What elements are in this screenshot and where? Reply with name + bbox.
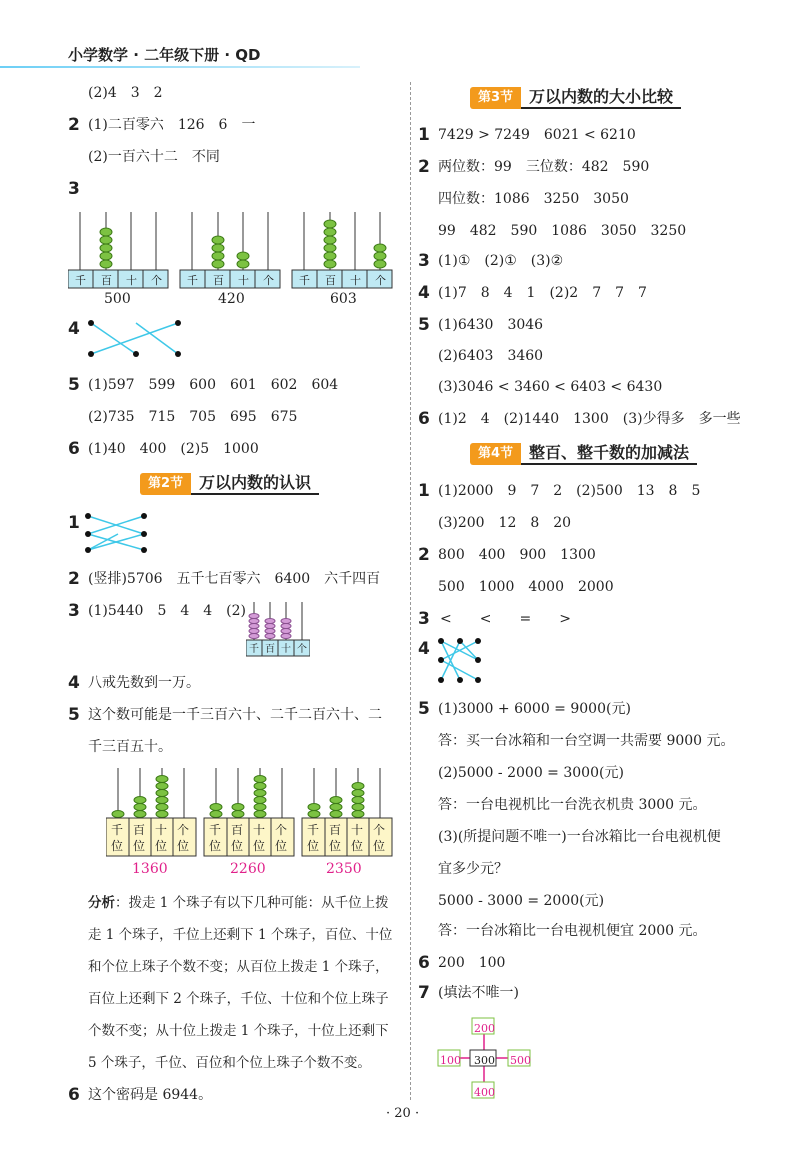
place-label: 千 位 [209, 823, 222, 853]
section-title: 万以内数的大小比较 [521, 87, 681, 109]
answer-line: (2)735 715 705 695 675 [88, 409, 298, 425]
place-label: 百 位 [133, 823, 146, 853]
abacus-label-hundred: 百 [265, 644, 275, 655]
page-number: · 20 · [386, 1106, 420, 1121]
answer-line: (3)200 12 8 20 [438, 515, 572, 531]
matching-lines-diagram [436, 636, 486, 686]
answer-line: (1)二百零六 126 6 一 [88, 117, 256, 133]
answer-line: 两位数：99 三位数：482 590 [438, 159, 650, 175]
answer-line: 200 100 [438, 955, 506, 971]
question-number: 4 [68, 673, 80, 693]
section-badge: 第4节 [470, 443, 521, 465]
section-badge: 第3节 [470, 87, 521, 109]
abacus-label-thousand: 千 [299, 274, 310, 287]
place-label: 百 位 [329, 823, 342, 853]
question-number: 5 [418, 699, 430, 719]
analysis-text: ：拨走 1 个珠子有以下几种可能：从千位上拨 [115, 895, 389, 911]
section-title: 整百、整千数的加减法 [521, 443, 697, 465]
abacus-label-one: 个 [375, 274, 386, 287]
place-label: 个 位 [373, 823, 386, 853]
abacus-label-ten: 十 [281, 644, 291, 655]
analysis-line: 走 1 个珠子，千位上还剩下 1 个珠子，百位、十位 [88, 927, 393, 943]
question-number: 2 [68, 569, 80, 589]
answer-line: (1)5440 5 4 4 (2) [88, 603, 247, 619]
place-label: 个 位 [275, 823, 288, 853]
answer-line: (1)7 8 4 1 (2)2 7 7 7 [438, 285, 647, 301]
abacus-value: 500 [104, 291, 131, 307]
matching-lines-diagram [84, 512, 154, 556]
matching-lines-diagram [86, 318, 186, 360]
section-heading [470, 442, 697, 466]
analysis-line: 百位上还剩下 2 个珠子，千位、十位和个位上珠子 [88, 991, 389, 1007]
answer-line: 这个数可能是一千三百六十、二千二百六十、二 [88, 707, 382, 723]
abacus-label-one: 个 [297, 644, 307, 655]
question-number: 2 [418, 545, 430, 565]
question-number: 2 [68, 115, 80, 135]
question-number: 5 [68, 705, 80, 725]
abacus-label-hundred: 百 [325, 274, 336, 287]
place-label: 个 位 [177, 823, 190, 853]
answer-line: 800 400 900 1300 [438, 547, 596, 563]
answer-line: (1)40 400 (2)5 1000 [88, 441, 259, 457]
answer-line: 千三百五十。 [88, 739, 172, 755]
header-underline [0, 66, 360, 68]
answer-line: 答：一台冰箱比一台电视机便宜 2000 元。 [438, 923, 707, 939]
question-number: 1 [418, 481, 430, 501]
abacus-value: 2260 [230, 861, 266, 877]
section-heading [140, 472, 319, 496]
abacus-label-one: 个 [151, 274, 162, 287]
place-label: 千 位 [111, 823, 124, 853]
question-number: 3 [68, 179, 80, 199]
question-number: 5 [418, 315, 430, 335]
answer-line: 八戒先数到一万。 [88, 675, 200, 691]
question-number: 4 [68, 319, 80, 339]
section-heading [470, 86, 681, 110]
abacus-diagram-q3 [68, 208, 398, 303]
abacus-label-ten: 十 [350, 274, 361, 287]
place-label: 十 位 [351, 823, 364, 853]
analysis-line: 5 个珠子，千位、百位和个位上珠子个数不变。 [88, 1055, 371, 1071]
answer-line: 500 1000 4000 2000 [438, 579, 614, 595]
answer-line: 答：一台电视机比一台洗衣机贵 3000 元。 [438, 797, 707, 813]
answer-line: (3)(所提问题不唯一)一台冰箱比一台电视机便 [438, 829, 721, 845]
page-header-title: 小学数学 · 二年级下册 · QD [68, 46, 261, 64]
answer-line: (2)6403 3460 [438, 348, 544, 364]
cross-bottom: 400 [474, 1086, 495, 1099]
answer-line: (2)5000 - 2000 = 3000(元) [438, 765, 624, 781]
abacus-label-thousand: 千 [75, 274, 99, 287]
question-number: 1 [68, 513, 80, 533]
place-label: 千 位 [307, 823, 320, 853]
cross-left: 100 [440, 1054, 461, 1067]
answer-line: (1)597 599 600 601 602 604 [88, 377, 339, 393]
question-number: 3 [68, 601, 80, 621]
answer-line: 这个密码是 6944。 [88, 1087, 213, 1103]
answer-line: (1)① (2)① (3)② [438, 253, 564, 269]
analysis-line: 个数不变；从十位上拨走 1 个珠子，十位上还剩下 [88, 1023, 389, 1039]
answer-line: (竖排)5706 五千七百零六 6400 六千四百 [88, 571, 381, 587]
question-number: 2 [418, 157, 430, 177]
abacus-label-one: 个 [263, 274, 274, 287]
answer-line: (3)3046 < 3460 < 6403 < 6430 [438, 379, 663, 395]
place-label: 十 位 [155, 823, 168, 853]
answer-line: (2)一百六十二 不同 [88, 149, 220, 165]
question-number: 7 [418, 983, 430, 1003]
question-number: 4 [418, 283, 430, 303]
abacus-label-thousand: 千 [187, 274, 198, 287]
answer-line: 答：买一台冰箱和一台空调一共需要 9000 元。 [438, 733, 735, 749]
cross-right: 500 [510, 1054, 531, 1067]
answer-line: < < = > [440, 611, 571, 627]
answer-line: (1)6430 3046 [438, 317, 544, 333]
abacus-label-hundred: 百 [101, 274, 112, 287]
abacus-value: 1360 [132, 861, 168, 877]
question-number: 3 [418, 251, 430, 271]
cross-top: 200 [474, 1022, 495, 1035]
question-number: 1 [418, 125, 430, 145]
answer-line: (1)2 4 (2)1440 1300 (3)少得多 多一些 [438, 411, 741, 427]
answer-line: 宜多少元？ [438, 861, 508, 877]
abacus-label-hundred: 百 [213, 274, 224, 287]
abacus-value: 2350 [326, 861, 362, 877]
question-number: 4 [418, 639, 430, 659]
abacus-value: 603 [330, 291, 357, 307]
question-number: 6 [68, 1085, 80, 1105]
answer-line: 5000 - 3000 = 2000(元) [438, 893, 605, 909]
question-number: 6 [418, 409, 430, 429]
place-label: 十 位 [253, 823, 266, 853]
abacus-label-ten: 十 [238, 274, 249, 287]
abacus-label-thousand: 千 [249, 644, 259, 655]
abacus-value: 420 [218, 291, 245, 307]
section-title: 万以内数的认识 [191, 473, 319, 495]
section-badge: 第2节 [140, 473, 191, 495]
place-label: 百 位 [231, 823, 244, 853]
analysis-label: 分析 [88, 895, 115, 911]
answer-line: (填法不唯一) [438, 985, 519, 1001]
analysis-line [88, 894, 389, 912]
answer-line: (2)4 3 2 [88, 85, 163, 101]
answer-line: 7429 > 7249 6021 < 6210 [438, 127, 636, 143]
question-number: 6 [418, 953, 430, 973]
cross-center: 300 [474, 1054, 495, 1067]
answer-line: 四位数：1086 3250 3050 [438, 191, 629, 207]
question-number: 6 [68, 439, 80, 459]
question-number: 5 [68, 375, 80, 395]
column-divider [410, 82, 411, 1100]
analysis-line: 和个位上珠子个数不变；从百位上拨走 1 个珠子， [88, 959, 389, 975]
answer-line: (1)3000 + 6000 = 9000(元) [438, 701, 631, 717]
abacus-label-ten: 十 [126, 274, 137, 287]
question-number: 3 [418, 609, 430, 629]
answer-line: (1)2000 9 7 2 (2)500 13 8 5 [438, 483, 701, 499]
answer-line: 99 482 590 1086 3050 3250 [438, 223, 687, 239]
